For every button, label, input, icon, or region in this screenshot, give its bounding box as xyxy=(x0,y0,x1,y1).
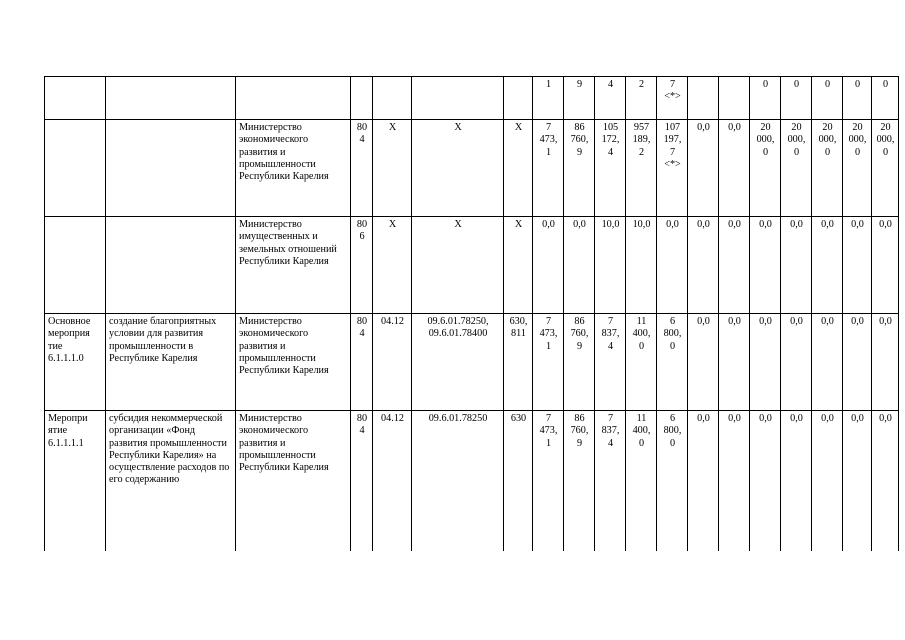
name-cell: субсидия некоммерческой организации «Фонд развития промышленности Республики Карелия» на осуществление расходов по его содержанию xyxy=(106,411,236,552)
expense-type-cell: X xyxy=(504,120,533,217)
expense-type-cell: 630, 811 xyxy=(504,314,533,411)
name-cell: создание благоприятных условии для развития промышленности в Республике Карелия xyxy=(106,314,236,411)
table-row xyxy=(45,120,899,217)
amount-cell: 0,0 xyxy=(750,217,781,314)
amount-cell: 20 000, 0 xyxy=(872,120,899,217)
amount-cell: 9 xyxy=(564,77,595,120)
name-cell xyxy=(106,120,236,217)
amount-cell: 0,0 xyxy=(533,217,564,314)
section-code-cell: X xyxy=(373,217,412,314)
amount-cell: 7 <*> xyxy=(657,77,688,120)
amount-cell: 20 000, 0 xyxy=(843,120,872,217)
amount-cell: 11 400, 0 xyxy=(626,314,657,411)
amount-cell: 7 473, 1 xyxy=(533,411,564,552)
amount-cell: 0,0 xyxy=(872,411,899,552)
amount-cell xyxy=(688,77,719,120)
grbs-code-cell: 80 4 xyxy=(351,120,373,217)
amount-cell: 7 473, 1 xyxy=(533,314,564,411)
amount-cell: 0,0 xyxy=(781,314,812,411)
amount-cell: 0 xyxy=(781,77,812,120)
section-code-cell: 04.12 xyxy=(373,411,412,552)
executor-cell: Министерство экономического развития и промышленности Республики Карелия xyxy=(236,314,351,411)
program-cell xyxy=(45,77,106,120)
amount-cell: 4 xyxy=(595,77,626,120)
amount-cell: 0,0 xyxy=(843,217,872,314)
budget-table xyxy=(44,76,899,551)
program-cell: Меропри ятие 6.1.1.1.1 xyxy=(45,411,106,552)
amount-cell xyxy=(719,77,750,120)
amount-cell: 0,0 xyxy=(719,120,750,217)
amount-cell: 20 000, 0 xyxy=(812,120,843,217)
amount-cell: 0,0 xyxy=(781,411,812,552)
amount-cell: 107 197, 7 <*> xyxy=(657,120,688,217)
grbs-code-cell: 80 6 xyxy=(351,217,373,314)
amount-cell: 6 800, 0 xyxy=(657,314,688,411)
target-article-cell: X xyxy=(412,217,504,314)
expense-type-cell: 630 xyxy=(504,411,533,552)
amount-cell: 0,0 xyxy=(688,314,719,411)
amount-cell: 0,0 xyxy=(719,217,750,314)
grbs-code-cell: 80 4 xyxy=(351,411,373,552)
amount-cell: 0,0 xyxy=(812,411,843,552)
amount-cell: 11 400, 0 xyxy=(626,411,657,552)
executor-cell: Министерство имущественных и земельных отношений Республики Карелия xyxy=(236,217,351,314)
amount-cell: 7 837, 4 xyxy=(595,411,626,552)
amount-cell: 0,0 xyxy=(564,217,595,314)
amount-cell: 0 xyxy=(750,77,781,120)
table-row xyxy=(45,411,899,552)
section-code-cell: X xyxy=(373,120,412,217)
target-article-cell: 09.6.01.78250, 09.6.01.78400 xyxy=(412,314,504,411)
target-article-cell: 09.6.01.78250 xyxy=(412,411,504,552)
amount-cell: 2 xyxy=(626,77,657,120)
amount-cell: 86 760, 9 xyxy=(564,411,595,552)
program-cell xyxy=(45,120,106,217)
name-cell xyxy=(106,77,236,120)
amount-cell: 86 760, 9 xyxy=(564,314,595,411)
amount-cell: 105 172, 4 xyxy=(595,120,626,217)
executor-cell xyxy=(236,77,351,120)
grbs-code-cell: 80 4 xyxy=(351,314,373,411)
amount-cell: 0,0 xyxy=(872,217,899,314)
amount-cell: 0,0 xyxy=(872,314,899,411)
program-cell: Основное мероприя тие 6.1.1.1.0 xyxy=(45,314,106,411)
amount-cell: 6 800, 0 xyxy=(657,411,688,552)
target-article-cell: X xyxy=(412,120,504,217)
amount-cell: 0 xyxy=(843,77,872,120)
amount-cell: 7 837, 4 xyxy=(595,314,626,411)
grbs-code-cell xyxy=(351,77,373,120)
amount-cell: 0,0 xyxy=(719,314,750,411)
amount-cell: 10,0 xyxy=(595,217,626,314)
program-cell xyxy=(45,217,106,314)
amount-cell: 0 xyxy=(812,77,843,120)
amount-cell: 0,0 xyxy=(812,217,843,314)
amount-cell: 957 189, 2 xyxy=(626,120,657,217)
amount-cell: 0,0 xyxy=(750,411,781,552)
amount-cell: 1 xyxy=(533,77,564,120)
table-row xyxy=(45,217,899,314)
amount-cell: 0,0 xyxy=(781,217,812,314)
expense-type-cell xyxy=(504,77,533,120)
amount-cell: 10,0 xyxy=(626,217,657,314)
amount-cell: 0,0 xyxy=(750,314,781,411)
expense-type-cell: X xyxy=(504,217,533,314)
amount-cell: 0,0 xyxy=(812,314,843,411)
section-code-cell xyxy=(373,77,412,120)
target-article-cell xyxy=(412,77,504,120)
amount-cell: 0,0 xyxy=(843,411,872,552)
amount-cell: 0 xyxy=(872,77,899,120)
amount-cell: 0,0 xyxy=(688,120,719,217)
executor-cell: Министерство экономического развития и промышленности Республики Карелия xyxy=(236,411,351,552)
amount-cell: 0,0 xyxy=(688,217,719,314)
section-code-cell: 04.12 xyxy=(373,314,412,411)
name-cell xyxy=(106,217,236,314)
amount-cell: 0,0 xyxy=(719,411,750,552)
amount-cell: 7 473, 1 xyxy=(533,120,564,217)
amount-cell: 20 000, 0 xyxy=(750,120,781,217)
amount-cell: 86 760, 9 xyxy=(564,120,595,217)
executor-cell: Министерство экономического развития и промышленности Республики Карелия xyxy=(236,120,351,217)
table-row xyxy=(45,314,899,411)
table-row xyxy=(45,77,899,120)
amount-cell: 0,0 xyxy=(657,217,688,314)
amount-cell: 0,0 xyxy=(843,314,872,411)
amount-cell: 0,0 xyxy=(688,411,719,552)
amount-cell: 20 000, 0 xyxy=(781,120,812,217)
